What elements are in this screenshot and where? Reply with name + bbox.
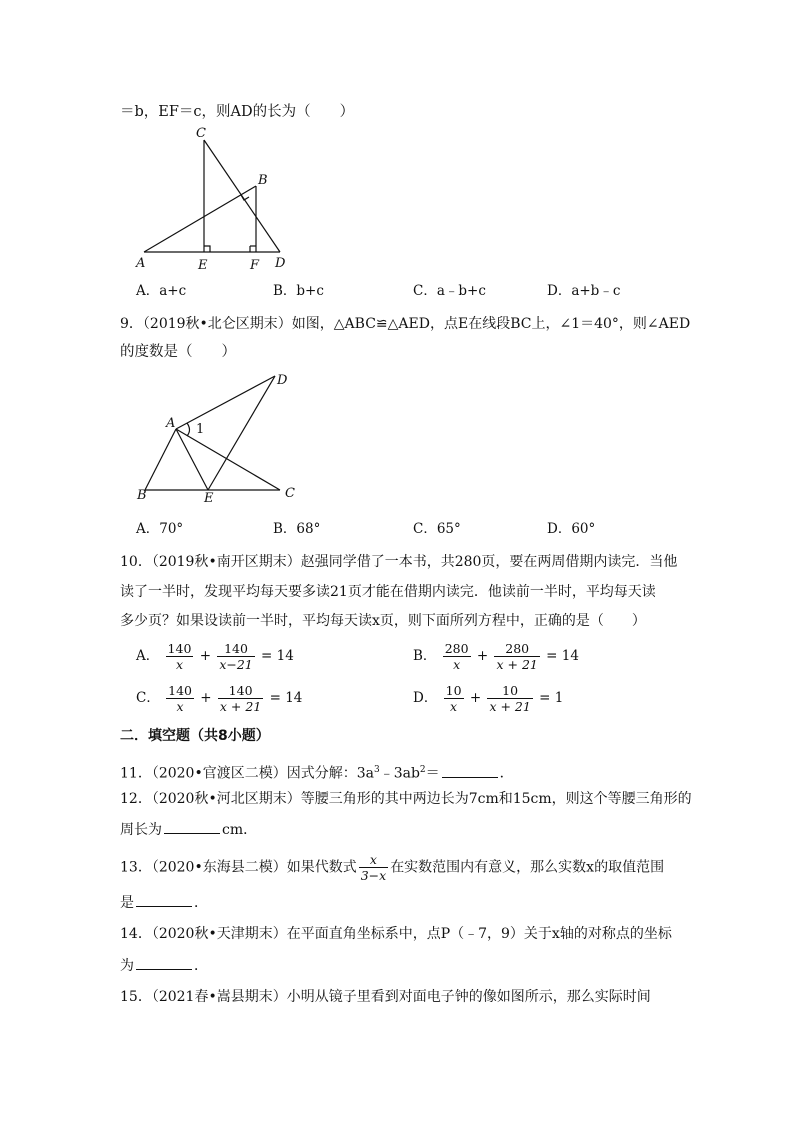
- q9-text-line2: 的度数是（ ）: [120, 344, 236, 360]
- q14-answer-blank[interactable]: [136, 955, 192, 970]
- q13-text-line2: 是 ．: [120, 892, 208, 913]
- q9-line-DE: [208, 376, 275, 490]
- q9-label-E: E: [204, 491, 214, 506]
- q8-label-A: A: [136, 256, 146, 271]
- q9-text-line1: 9．（2019秋•北仑区期末）如图，△ABC≌△AED，点E在线段BC上，∠1＝40°，则∠AED: [120, 316, 691, 332]
- q9-label-B: B: [137, 488, 147, 503]
- q13-answer-blank[interactable]: [136, 892, 192, 907]
- q12-answer-blank[interactable]: [164, 819, 220, 834]
- q10-text-line1: 10．（2019秋•南开区期末）赵强同学借了一本书，共280页，要在两周借期内读完．当他: [120, 554, 678, 570]
- q13-text-line1: 13．（2020•东海县二模）如果代数式 $\frac{x}{3-x}$ 在实数范围内有意义，那么实数x的取值范围: [120, 852, 665, 883]
- q11-text: 11．（2020•官渡区二模）因式分解：$3a^3﹣3ab^2=$ ．: [120, 760, 514, 784]
- q8-label-B: B: [258, 173, 268, 188]
- q9-line-AB: [145, 429, 176, 490]
- q8-label-C: C: [196, 126, 206, 141]
- q10-option-b: B． $\frac{280}{x}$ + $\frac{280}{x + 21}$ = 14: [413, 641, 579, 672]
- q8-continuation-text: ＝b，EF＝c，则AD的长为（ ）: [120, 104, 355, 120]
- q8-right-angle-E: [204, 246, 210, 252]
- q8-label-E: E: [198, 258, 208, 273]
- q9-option-a: A．70°: [136, 521, 184, 537]
- q9-label-C: C: [285, 486, 295, 501]
- q11-answer-blank[interactable]: [442, 763, 498, 778]
- q10-option-c: C． $\frac{140}{x}$ + $\frac{140}{x + 21}$ = 14: [136, 683, 303, 714]
- q8-option-b: B．b+c: [273, 283, 324, 299]
- q8-option-c: C．a﹣b+c: [413, 283, 486, 299]
- q9-line-AD: [176, 376, 275, 429]
- q10-option-d: D． $\frac{10}{x}$ + $\frac{10}{x + 21}$ = 1: [413, 683, 564, 714]
- q9-figure: [130, 368, 310, 506]
- q10-text-line2: 读了一半时，发现平均每天要多读21页才能在借期内读完．他读前一半时，平均每天读: [120, 584, 656, 600]
- q9-angle-arc: [187, 423, 190, 436]
- q9-option-b: B．68°: [273, 521, 321, 537]
- q8-line-AB: [144, 186, 256, 252]
- q8-label-F: F: [250, 258, 260, 273]
- q8-option-a: A．a+c: [136, 283, 187, 299]
- q9-option-d: D．60°: [547, 521, 596, 537]
- q8-option-d: D．a+b﹣c: [547, 283, 621, 299]
- q14-text-line1: 14．（2020秋•天津期末）在平面直角坐标系中，点P（﹣7，9）关于x轴的对称点的坐标: [120, 926, 672, 942]
- q12-text-line1: 12．（2020秋•河北区期末）等腰三角形的其中两边长为7cm和15cm，则这个等腰三角形的: [120, 791, 692, 807]
- q10-text-line3: 多少页？如果设读前一半时，平均每天读x页，则下面所列方程中，正确的是（ ）: [120, 613, 646, 629]
- q9-label-D: D: [277, 373, 288, 388]
- q8-figure: [130, 122, 300, 274]
- q10-option-a: A． $\frac{140}{x}$ + $\frac{140}{x-21}$ = 14: [136, 641, 294, 672]
- q15-text-line1: 15．（2021春•嵩县期末）小明从镜子里看到对面电子钟的像如图所示，那么实际时间: [120, 989, 651, 1005]
- q9-option-c: C．65°: [413, 521, 461, 537]
- q9-label-A: A: [166, 416, 176, 431]
- q12-text-line2: 周长为 cm．: [120, 819, 257, 840]
- section-fill-blank-title: 二．填空题（共8小题）: [120, 728, 270, 744]
- q14-text-line2: 为 ．: [120, 955, 208, 976]
- q9-label-one: 1: [196, 422, 205, 437]
- q8-label-D: D: [275, 256, 286, 271]
